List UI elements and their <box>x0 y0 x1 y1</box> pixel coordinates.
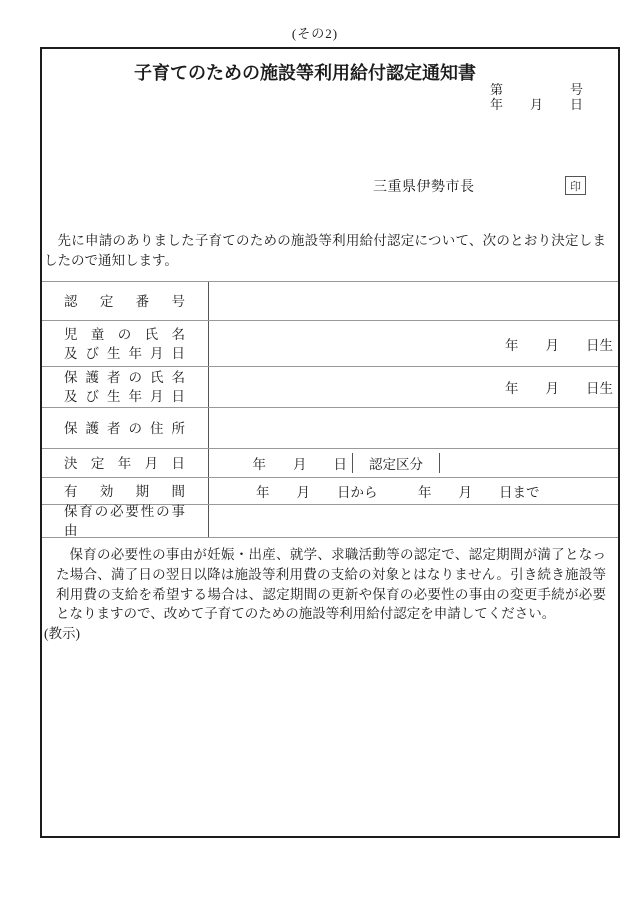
row-label: 保育の必要性の事由 <box>42 505 209 537</box>
intro-paragraph: 先に申請のありました子育てのための施設等利用給付認定について、次のとおり決定しましたので通知します。 <box>44 233 606 268</box>
table-row-child-name-birthdate <box>42 321 618 367</box>
table-row-guardian-address <box>42 408 618 449</box>
notes-label: (教示) <box>44 626 80 642</box>
document-number-line <box>490 82 583 97</box>
table-row-decision-date <box>42 449 618 478</box>
row-label: 保護者の氏名 及び生年月日 <box>42 367 209 407</box>
row-label: 認定番号 <box>42 282 209 320</box>
table-row-certification-number <box>42 282 618 321</box>
number-suffix: 号 <box>569 82 583 97</box>
table-row-childcare-necessity-reason <box>42 505 618 538</box>
decision-date-cell: 年 月 日 <box>209 453 353 473</box>
notes-paragraph: 保育の必要性の事由が妊娠・出産、就学、求職活動等の認定で、認定期間が満了となった場合、満了日の翌日以降は施設等利用費の支給の対象とはなりません。引き続き施設等利用費の支給を希望する場合は、認定期間の更新や保育の必要性の事由の変更手続が必要となりますので、改めて子育てのための施設等利用給付認定を申請してください。 <box>56 547 606 622</box>
row-value <box>209 408 618 448</box>
date-month-label: 月 <box>529 97 543 112</box>
row-value <box>209 505 618 537</box>
issue-date-line <box>490 97 583 112</box>
issuer-name: 三重県伊勢市長 <box>373 180 475 195</box>
row-label: 児童の氏名 及び生年月日 <box>42 321 209 366</box>
row-label: 保護者の住所 <box>42 408 209 448</box>
date-year-label: 年 <box>490 97 504 112</box>
row-value <box>209 282 618 320</box>
number-prefix: 第 <box>490 82 504 97</box>
notes-section <box>44 545 606 644</box>
row-label: 有効期間 <box>42 478 209 504</box>
row-value <box>209 449 618 477</box>
seal-label: 印 <box>570 180 581 193</box>
date-day-label: 日 <box>569 97 583 112</box>
table-row-validity-period <box>42 478 618 505</box>
document-number-block <box>490 82 583 112</box>
row-value: 年 月 日生 <box>505 337 613 353</box>
row-value: 年 月 日から 年 月 日まで <box>256 485 540 500</box>
row-value: 年 月 日生 <box>505 381 613 396</box>
page-label: (その2) <box>291 26 339 41</box>
document-title: 子育てのための施設等利用給付認定通知書 <box>134 63 476 83</box>
certification-table <box>42 281 618 538</box>
certification-category-label: 認定区分 <box>353 453 440 473</box>
seal-box <box>565 176 586 195</box>
row-label: 決定年月日 <box>42 449 209 477</box>
table-row-guardian-name-birthdate <box>42 367 618 408</box>
